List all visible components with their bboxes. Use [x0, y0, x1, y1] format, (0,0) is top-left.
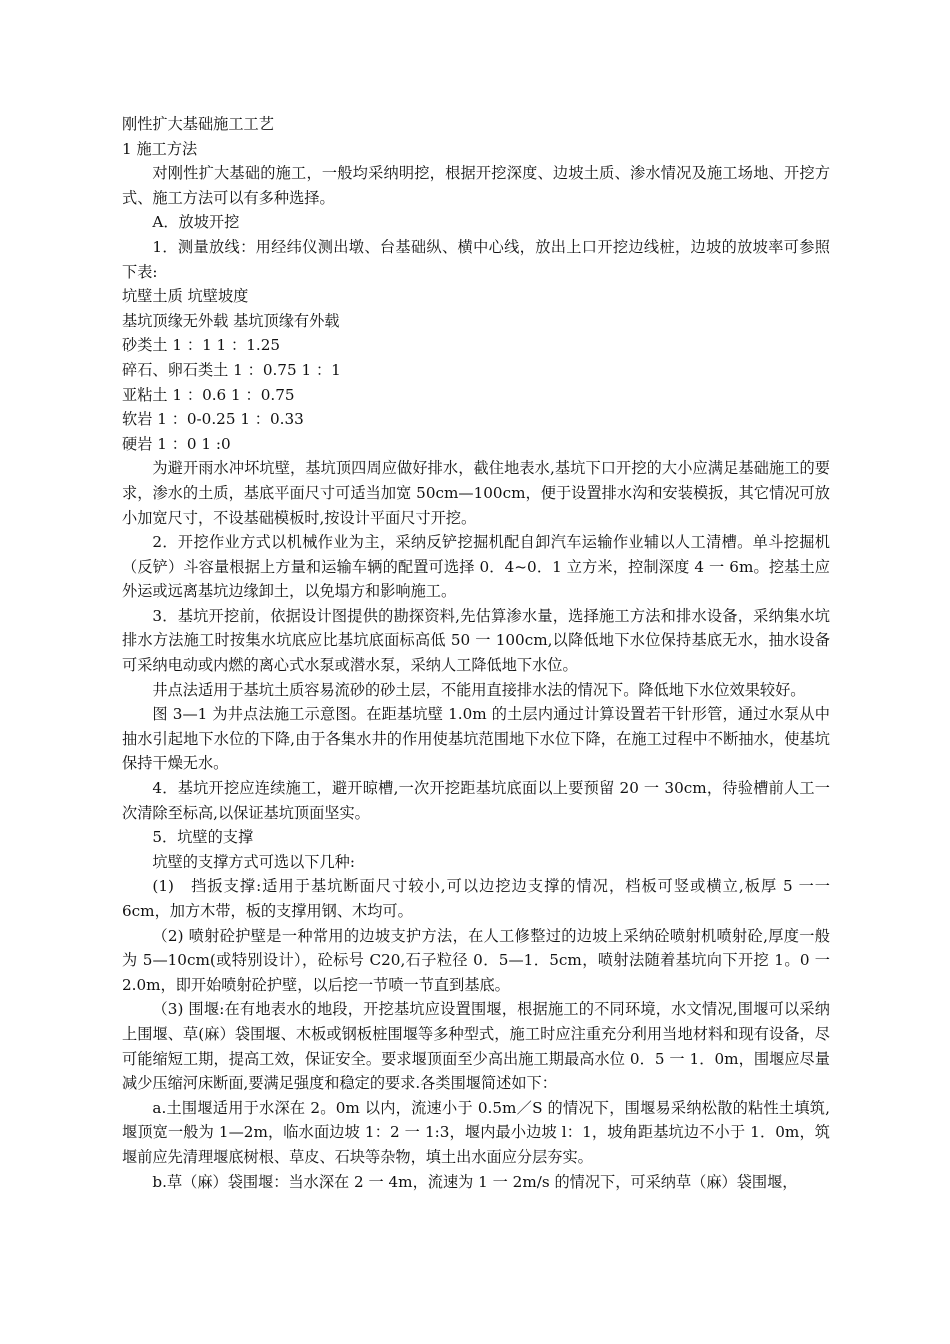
- paragraph: 坑壁土质 坑壁坡度: [122, 287, 249, 306]
- document-page: [122, 112, 830, 1194]
- paragraph: 砂类土 1 ：1 1 ：1.25: [122, 336, 281, 355]
- paragraph: A．放坡开挖: [152, 213, 240, 232]
- paragraph: （2) 喷射砼护壁是一种常用的边坡支护方法，在人工修整过的边坡上采纳砼喷射机喷射砼,厚度一般为 5—10cm(或特别设计），砼标号 C20,石子粒径 0．5—1．5cm，喷射法随着基坑向下开挖 1。0 一 2.0m，即开始喷射砼护壁，以后挖一节喷一节直到基底。: [122, 926, 830, 994]
- paragraph: （3) 围堰:在有地表水的地段，开挖基坑应设置围堰，根据施工的不同环境，水文情况,围堰可以采纳上围堰、草(麻）袋围堰、木板或钢板桩围堰等多种型式，施工时应注重充分利用当地材料和现有设备，尽可能缩短工期，提高工效，保证安全。要求堰顶面至少高出施工期最高水位 0．5 一 1．0m，围堰应尽量减少压缩河床断面,要满足强度和稳定的要求.各类围堰简述如下：: [122, 1000, 830, 1093]
- paragraph: 为避开雨水冲坏坑壁，基坑顶四周应做好排水，截住地表水,基坑下口开挖的大小应满足基础施工的要求，渗水的土质，基底平面尺寸可适当加宽 50cm—100cm，便于设置排水沟和安装模扳，其它情况可放小加宽尺寸，不设基础模板时,按设计平面尺寸开挖。: [122, 459, 830, 527]
- paragraph: b.草（麻）袋围堰：当水深在 2 一 4m，流速为 1 一 2m/s 的情况下，可采纳草（麻）袋围堰，: [152, 1172, 798, 1191]
- paragraph: 图 3—1 为井点法施工示意图。在距基坑壁 1.0m 的土层内通过计算设置若干针形管，通过水泵从中抽水引起地下水位的下降,由于各集水井的作用使基坑范围地下水位下降，在施工过程中不断抽水，使基坑保持干燥无水。: [122, 705, 830, 773]
- paragraph: 1．测量放线：用经纬仪测出墩、台基础纵、横中心线，放出上口开挖边线桩，边坡的放坡率可参照下表:: [122, 237, 830, 281]
- document-title: 刚性扩大基础施工工艺: [122, 115, 274, 133]
- paragraph: 对刚性扩大基础的施工，一般均采纳明挖，根据开挖深度、边坡土质、渗水情况及施工场地、开挖方式、施工方法可以有多种选择。: [122, 164, 830, 207]
- paragraph: 坑壁的支撑方式可选以下几种:: [152, 852, 355, 871]
- paragraph: 3．基坑开挖前，依据设计图提供的勘探资料,先估算渗水量，选择施工方法和排水设备，采纳集水坑排水方法施工时按集水坑底应比基坑底面标高低 50 一 100cm,以降低地下水位保持基底无水，抽水设备可采纳电动或内燃的离心式水泵或潜水泵，采纳人工降低地下水位。: [122, 606, 830, 675]
- paragraph: 1 施工方法: [122, 139, 198, 158]
- paragraph: 基坑顶缘无外载 基坑顶缘有外载: [122, 311, 340, 330]
- paragraph: 4．基坑开挖应连续施工，避开晾槽,一次开挖距基坑底面以上要预留 20 一 30cm，待验槽前人工一次清除至标高,以保证基坑顶面坚实。: [122, 779, 830, 822]
- paragraph: 碎石、卵石类土 1 ：0.75 1 ：1: [122, 360, 341, 379]
- paragraph: 软岩 1 ：0-0.25 1 ：0.33: [122, 410, 304, 429]
- paragraph: a.土围堰适用于水深在 2。0m 以内，流速小于 0.5m／S 的情况下，围堰易采纳松散的粘性土填筑,堰顶宽一般为 1—2m，临水面边坡 1：2 一 1:3，堰内最小边坡 l：1，坡角距基坑边不小于 1．0m，筑堰前应先清理堰底树根、草皮、石块等杂物，填土出水面应分层夯实。: [122, 1098, 830, 1166]
- paragraph: 井点法适用于基坑土质容易流砂的砂土层，不能用直接排水法的情况下。降低地下水位效果较好。: [152, 680, 806, 699]
- paragraph: 2．开挖作业方式以机械作业为主，采纳反铲挖掘机配自卸汽车运输作业辅以人工清槽。单斗挖掘机（反铲）斗容量根据上方量和运输车辆的配置可选择 0．4~0．1 立方米，控制深度 4 一 6m。挖基土应外运或远离基坑边缘卸土，以免塌方和影响施工。: [122, 533, 830, 601]
- paragraph: 5．坑壁的支撑: [152, 828, 254, 847]
- document-body: [122, 137, 830, 1195]
- paragraph: 硬岩 1 ：0 1 :0: [122, 434, 231, 453]
- paragraph: 亚粘土 1 ：0.6 1 ：0.75: [122, 385, 295, 404]
- paragraph: (1) 挡扳支撑:适用于基坑断面尺寸较小,可以边挖边支撑的情况，档板可竖或横立,板厚 5 一一 6cm，加方木带，板的支撑用钢、木均可。: [122, 877, 830, 920]
